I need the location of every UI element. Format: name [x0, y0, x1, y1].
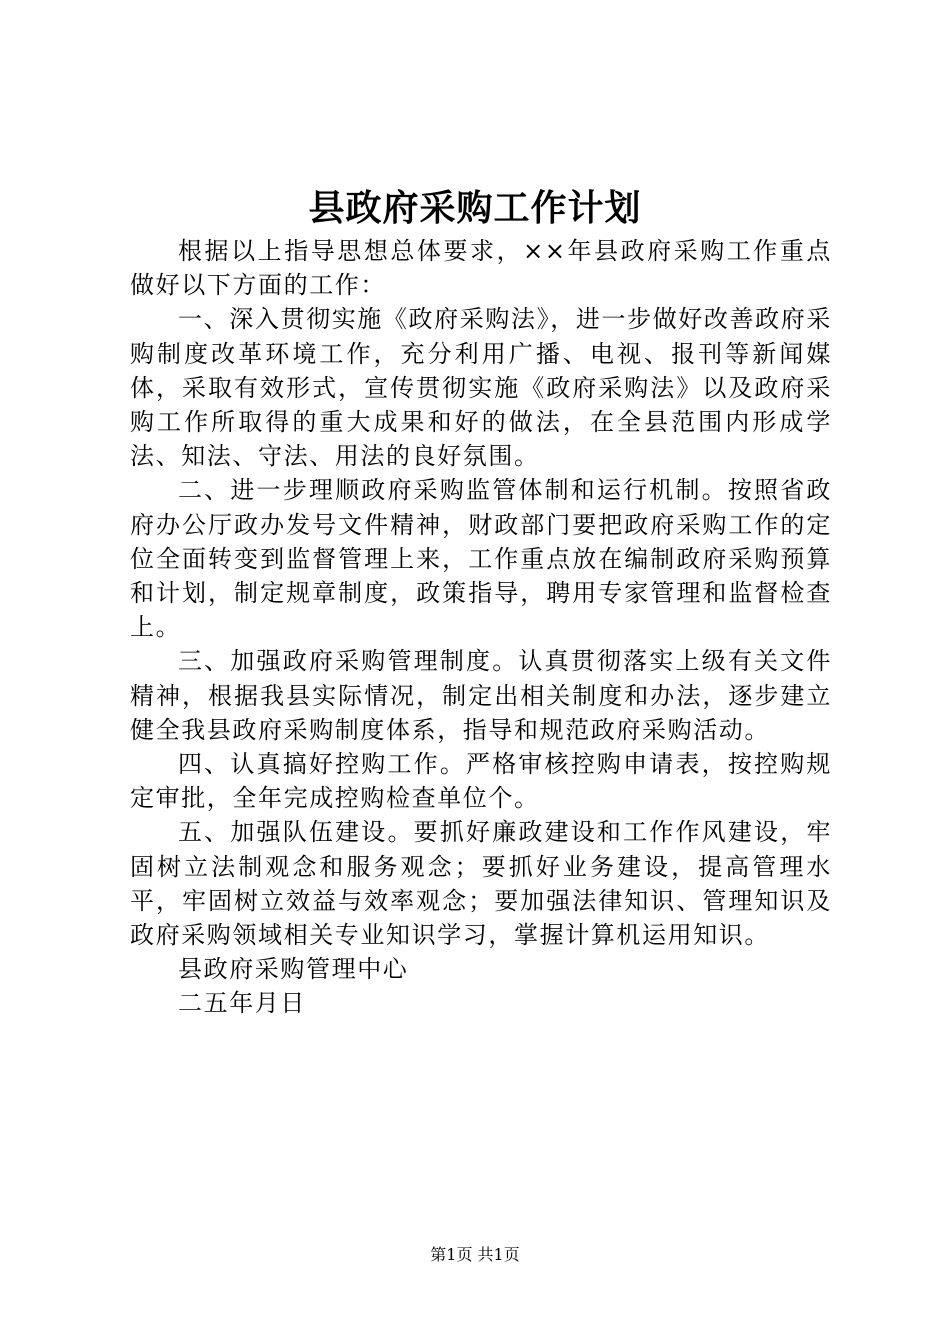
- paragraph-intro: 根据以上指导思想总体要求，××年县政府采购工作重点做好以下方面的工作：: [130, 237, 832, 300]
- paragraph-item-5: 五、加强队伍建设。要抓好廉政建设和工作作风建设，牢固树立法制观念和服务观念；要抓好业务建设，提高管理水平，牢固树立效益与效率观念；要加强法律知识、管理知识及政府采购领域相关专业知识学习，掌握计算机运用知识。: [130, 818, 832, 950]
- paragraph-item-4: 四、认真搞好控购工作。严格审核控购申请表，按控购规定审批，全年完成控购检查单位个。: [130, 750, 832, 813]
- page-footer: 第1页 共1页: [430, 1245, 520, 1264]
- document-title: 县政府采购工作计划: [308, 187, 642, 229]
- document-body: [130, 234, 832, 1021]
- signature-date: 二五年月日: [178, 989, 306, 1018]
- paragraph-item-2: 二、进一步理顺政府采购监管体制和运行机制。按照省政府办公厅政办发号文件精神，财政部门要把政府采购工作的定位全面转变到监督管理上来，工作重点放在编制政府采购预算和计划，制定规章制度，政策指导，聘用专家管理和监督检查上。: [130, 476, 832, 642]
- signature-org: 县政府采购管理中心: [178, 955, 409, 984]
- paragraph-item-3: 三、加强政府采购管理制度。认真贯彻落实上级有关文件精神，根据我县实际情况，制定出相关制度和办法，逐步建立健全我县政府采购制度体系，指导和规范政府采购活动。: [130, 647, 832, 744]
- paragraph-item-1: 一、深入贯彻实施《政府采购法》，进一步做好改善政府采购制度改革环境工作，充分利用广播、电视、报刊等新闻媒体，采取有效形式，宣传贯彻实施《政府采购法》以及政府采购工作所取得的重大成果和好的做法，在全县范围内形成学法、知法、守法、用法的良好氛围。: [130, 305, 832, 471]
